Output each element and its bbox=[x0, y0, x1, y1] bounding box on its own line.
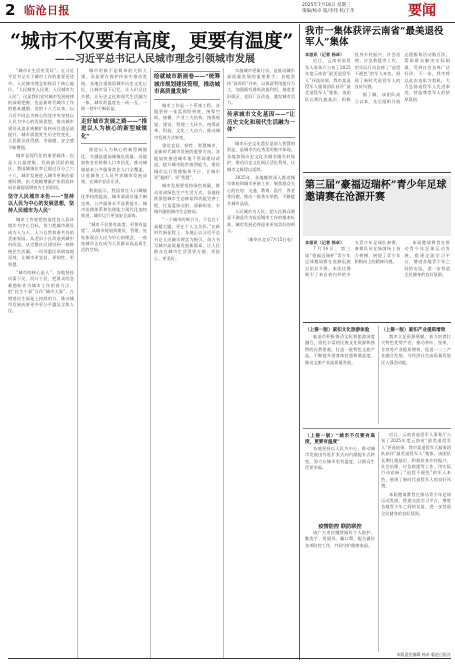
column-divider bbox=[378, 432, 379, 652]
article-divider bbox=[303, 172, 451, 173]
paragraph: 城市发展要坚持绿色低碳，推动形成绿色生产生活方式。各地持续推进城市生态修复和功能完善工程，打造蓝绿交织、清新明亮、水城共融的城市生态格局。 bbox=[154, 183, 220, 214]
continuation-box-4 bbox=[381, 432, 451, 652]
dateline-date: 2025年7月16日 星期三 bbox=[302, 3, 351, 8]
paragraph: 各地坚持以人民为中心，推动城市发展由外延扩张式向内涵提升式转变，努力让城市更有温度，让群众生活更幸福。 bbox=[305, 446, 375, 471]
article-divider bbox=[303, 322, 451, 323]
dateline-editors: 策编/杨卓 版/李伟 校/王华 bbox=[302, 9, 355, 14]
continuation-box-1 bbox=[305, 326, 375, 424]
article-source: （新华社北京7月15日电） bbox=[245, 236, 295, 242]
paragraph: “城市让生活更美好”。在习近平总书记关于城市工作的重要论述中，人民城市理念始终居于核心地位。“人民城市人民建，人民城市为人民”，这是我们党对城市发展规律的深刻把握，也是新时代城市工作的根本遵循。党的十八大以来，以习近平同志为核心的党中央坚持以人民为中心的发展思想，推动城市建设从追求规模扩张转向注重品质提升，城市面貌发生历史性变化，人民群众获得感、幸福感、安全感不断增强。 bbox=[8, 68, 74, 150]
paragraph: 数据显示，我国常住人口城镇化率持续提高，城市基础设施不断完善，公共服务水平显著提升。城市治理体系和治理能力现代化加快推进，城市运行更加安全高效。 bbox=[81, 187, 147, 219]
paragraph: 实施城市更新行动，是推动城市高质量发展的重要抓手。各地坚持“留改拆”并举、以保留利用提升为主，加强既有建筑改造利用，推进老旧街区、老旧厂区改造，激发城市活力。 bbox=[227, 68, 295, 106]
continuation-head: （上接一版）紧扣产业提质增效 bbox=[381, 328, 446, 333]
article-1-byline: 本报讯（记者 杨卓） bbox=[305, 52, 345, 57]
page-footer: 本版责任编辑 杨卓 临沧日报社 bbox=[396, 652, 451, 657]
paragraph: 近日，云南省退役军人事务厅公布了2025年度云南省“最美退役军人”评选结果，我市某退役军人服务团队获评“最美退役军人”集体。该团队长期扎根基层，积极投身乡村振兴、社会治理、应急救援等工作，用实际行动诠释了“退役不褪色”的军人本色，展现了新时代退役军人的良好风貌。 bbox=[381, 432, 451, 489]
paragraph: 城市工作要把创造优良人居环境作为中心目标，努力把城市建设成为人与人、人与自然和谐共处的美丽家园。从老旧小区改造到城中村改造，从完整社区建设到一刻钟便民生活圈，一项项惠民举措落地见效，让城市更宜居、更韧性、更智慧。 bbox=[8, 216, 74, 267]
notice-head: 疫情防控 联防联控 bbox=[318, 524, 362, 530]
lead-subtitle: ——习近平总书记人民城市理念引领城市发展 bbox=[55, 54, 255, 65]
column-divider bbox=[150, 68, 151, 658]
paragraph: 城市更新不是简单的大拆大建，而是要在保护传承中推动发展。各地注重保留城市历史文化记忆，让城市留下记忆，让人们记住乡愁，让历史文化和现代生活融为一体，城市的温度在一砖一瓦、一街一巷中不断彰显。 bbox=[81, 68, 147, 112]
paragraph: “城市的核心是人”。各地坚持问需于民、问计于民，把群众的急难愁盼作为城市工作的着力点，把“民生小事”当作“城市大事”，在增进民生福祉上持续用力，推动城市发展成果更多更公平惠及全体人民。 bbox=[8, 269, 74, 314]
paragraph: 临沧市积极推动文化和旅游深度融合，依托丰富的民族文化资源和独特的自然景观，打造一批特色文旅产品，不断提升游客体验感和满意度，推动文旅产业高质量发展。 bbox=[305, 334, 375, 365]
paragraph: 7月14日，第三届“豪福迈瑞杯”青少年足球邀请赛在沧源佤族自治县开赛。本次比赛吸引了来自省内外的多支青少年足球队参赛，参赛队员在绿茵场上奋力拼搏，展现了青少年积极向上的精神风貌。 bbox=[305, 240, 401, 278]
article-2-body bbox=[305, 240, 450, 318]
paragraph: 建设宜居、韧性、智慧城市，是新时代城市发展的重要方向。各地加快推进城市地下管网建设改造，提升城市防洪排涝能力，建设城市运行管理服务平台，让城市更“聪明”、更“智慧”。 bbox=[154, 142, 220, 180]
paragraph: 近日，云南省退役军人事务厅公布了2025年度云南省“最美退役军人”评选结果，我市某退役军人服务团队获评“最美退役军人”集体。该团队长期扎根基层，积极投身乡村振兴、社会治理、应急救援等工作，用实际行动诠释了“退役不褪色”的军人本色，展现了新时代退役军人的良好风貌。 bbox=[305, 52, 401, 102]
continuation-head: （上接一版）“城市不仅要有高度，更要有温度” bbox=[305, 434, 375, 445]
paragraph: “城市不仅要有高度，更要有温度”。从城市规划到建设、管理，处处体现以人民为中心的理念，一座座城市正在成为人民群众高品质生活的空间。 bbox=[81, 221, 147, 253]
masthead bbox=[0, 0, 455, 23]
footer-rule bbox=[8, 658, 451, 659]
paragraph: 请广大市民继续做好个人防护，勤洗手、常通风、戴口罩，配合做好各项防控工作，共同守护健康家园。 bbox=[305, 530, 375, 548]
continuation-box-3 bbox=[305, 432, 375, 518]
paragraph: 推进以人为核心的新型城镇化，关键是提高城镇化质量。各地加快农业转移人口市民化，推动城镇基本公共服务常住人口全覆盖，让进城务工人员共享城市发展成果，在城市安居乐业。 bbox=[81, 147, 147, 185]
paragraph: “一个城市的吸引力，不仅在于高楼大厦，更在于人文关怀。”在新时代新征程上，各地正以习近平总书记人民城市理念为指引，奋力书写城市高质量发展新篇章，让人民群众在城市生活得更方便、更舒心、更美好。 bbox=[154, 217, 220, 261]
pull-quote: 传承城市文化基因——“让历史文化和现代生活融为一体” bbox=[227, 109, 295, 138]
paragraph: 城市历史文化遗存是前人智慧的积淀，是城市内在秀美的集中体现。各地加强历史文化名城名镇名村保护，推动历史文化街区活化利用，让城市文脉得以延续。 bbox=[227, 140, 295, 172]
article-1-body bbox=[305, 52, 450, 170]
column-divider bbox=[223, 68, 224, 658]
paragraph: 本届邀请赛旨在推动青少年足球运动发展，搭建交流学习平台，增进各地青少年之间的友谊，进一步营造全民健身的良好氛围。 bbox=[381, 491, 451, 516]
lead-column-4 bbox=[227, 68, 295, 658]
article-2-byline: 本报讯（记者 杨卓） bbox=[305, 240, 345, 245]
pull-quote: 绘就城市新画卷——“统筹城市规划建设管理，推动城市高质量发展” bbox=[154, 71, 220, 100]
paragraph: 人民城市为人民。把人民群众满意不满意作为检验城市工作的根本标准，城市发展必将迎来更加美好的明天。 bbox=[227, 209, 295, 234]
dateline bbox=[302, 3, 402, 15]
page-number: 2 bbox=[5, 1, 16, 19]
paragraph: 据了解，该团队成立以来，先后组织开展志愿服务活动数百次，帮助群众解决实际困难，受到社会各界广泛好评。下一步，我市将以此次表彰为契机，大力弘扬退役军人先进事迹，营造尊崇军人的浓厚氛围。 bbox=[354, 52, 450, 104]
section-subhead: 坚守人民城市本色——“坚持以人民为中心的发展思想，坚持人民城市为人民” bbox=[8, 193, 74, 214]
paragraph: 2025年，各地继续深入推进城市体检和城市更新工作，聚焦群众关心的住房、交通、教育、医疗、养老等问题，推出一批务实举措，不断提升城市品质。 bbox=[227, 174, 295, 206]
lead-headline: “城市不仅要有高度，更要有温度” bbox=[10, 30, 294, 52]
column-divider bbox=[378, 326, 379, 424]
paragraph: 城市工作是一个系统工程。各地坚持一张蓝图绘到底，统筹空间、规模、产业三大结构，统筹规划、建设、管理三大环节，统筹改革、科技、文化三大动力，推动城市发展方式转变。 bbox=[154, 102, 220, 140]
section-divider bbox=[299, 24, 300, 660]
article-2-headline: 第三届“豪福迈瑞杯”青少年足球邀请赛在沧源开赛 bbox=[305, 180, 447, 203]
lead-column-2 bbox=[81, 68, 147, 658]
lead-column-1 bbox=[8, 68, 74, 658]
continuation-box-2 bbox=[381, 326, 451, 424]
column-divider bbox=[77, 68, 78, 658]
newspaper-logo: 临沧日报 bbox=[24, 4, 70, 17]
paragraph: 本届邀请赛旨在推动青少年足球运动发展，搭建交流学习平台，增进各地青少年之间的友谊，进一步营造全民健身的良好氛围。 bbox=[404, 240, 450, 278]
lead-column-3 bbox=[154, 68, 220, 658]
section-title: 要闻 bbox=[408, 3, 436, 19]
pull-quote: 走好城市发展之路——“推进以人为核心的新型城镇化” bbox=[81, 116, 147, 145]
article-1-headline: 我市一集体获评云南省“最美退役军人”集体 bbox=[305, 26, 444, 48]
continuation-head: （上接一版）紧扣文化旅游体验 bbox=[305, 328, 370, 333]
article-divider bbox=[303, 428, 451, 429]
notice-box bbox=[305, 522, 375, 652]
paragraph: 城市是现代化的重要载体，也是人口最密集、发展最活跃的地区。我国城镇化率已超过百分之六十六，城市发展进入城市更新的重要时期，由大规模增量扩张阶段转向存量提质增效为主的阶段。 bbox=[8, 153, 74, 191]
paragraph: 我市立足资源禀赋，着力培育壮大特色优势产业，推动茶叶、坚果、甘蔗等产业提质增效，促进一二三产业融合发展，为经济社会高质量发展注入强劲动能。 bbox=[381, 334, 451, 365]
